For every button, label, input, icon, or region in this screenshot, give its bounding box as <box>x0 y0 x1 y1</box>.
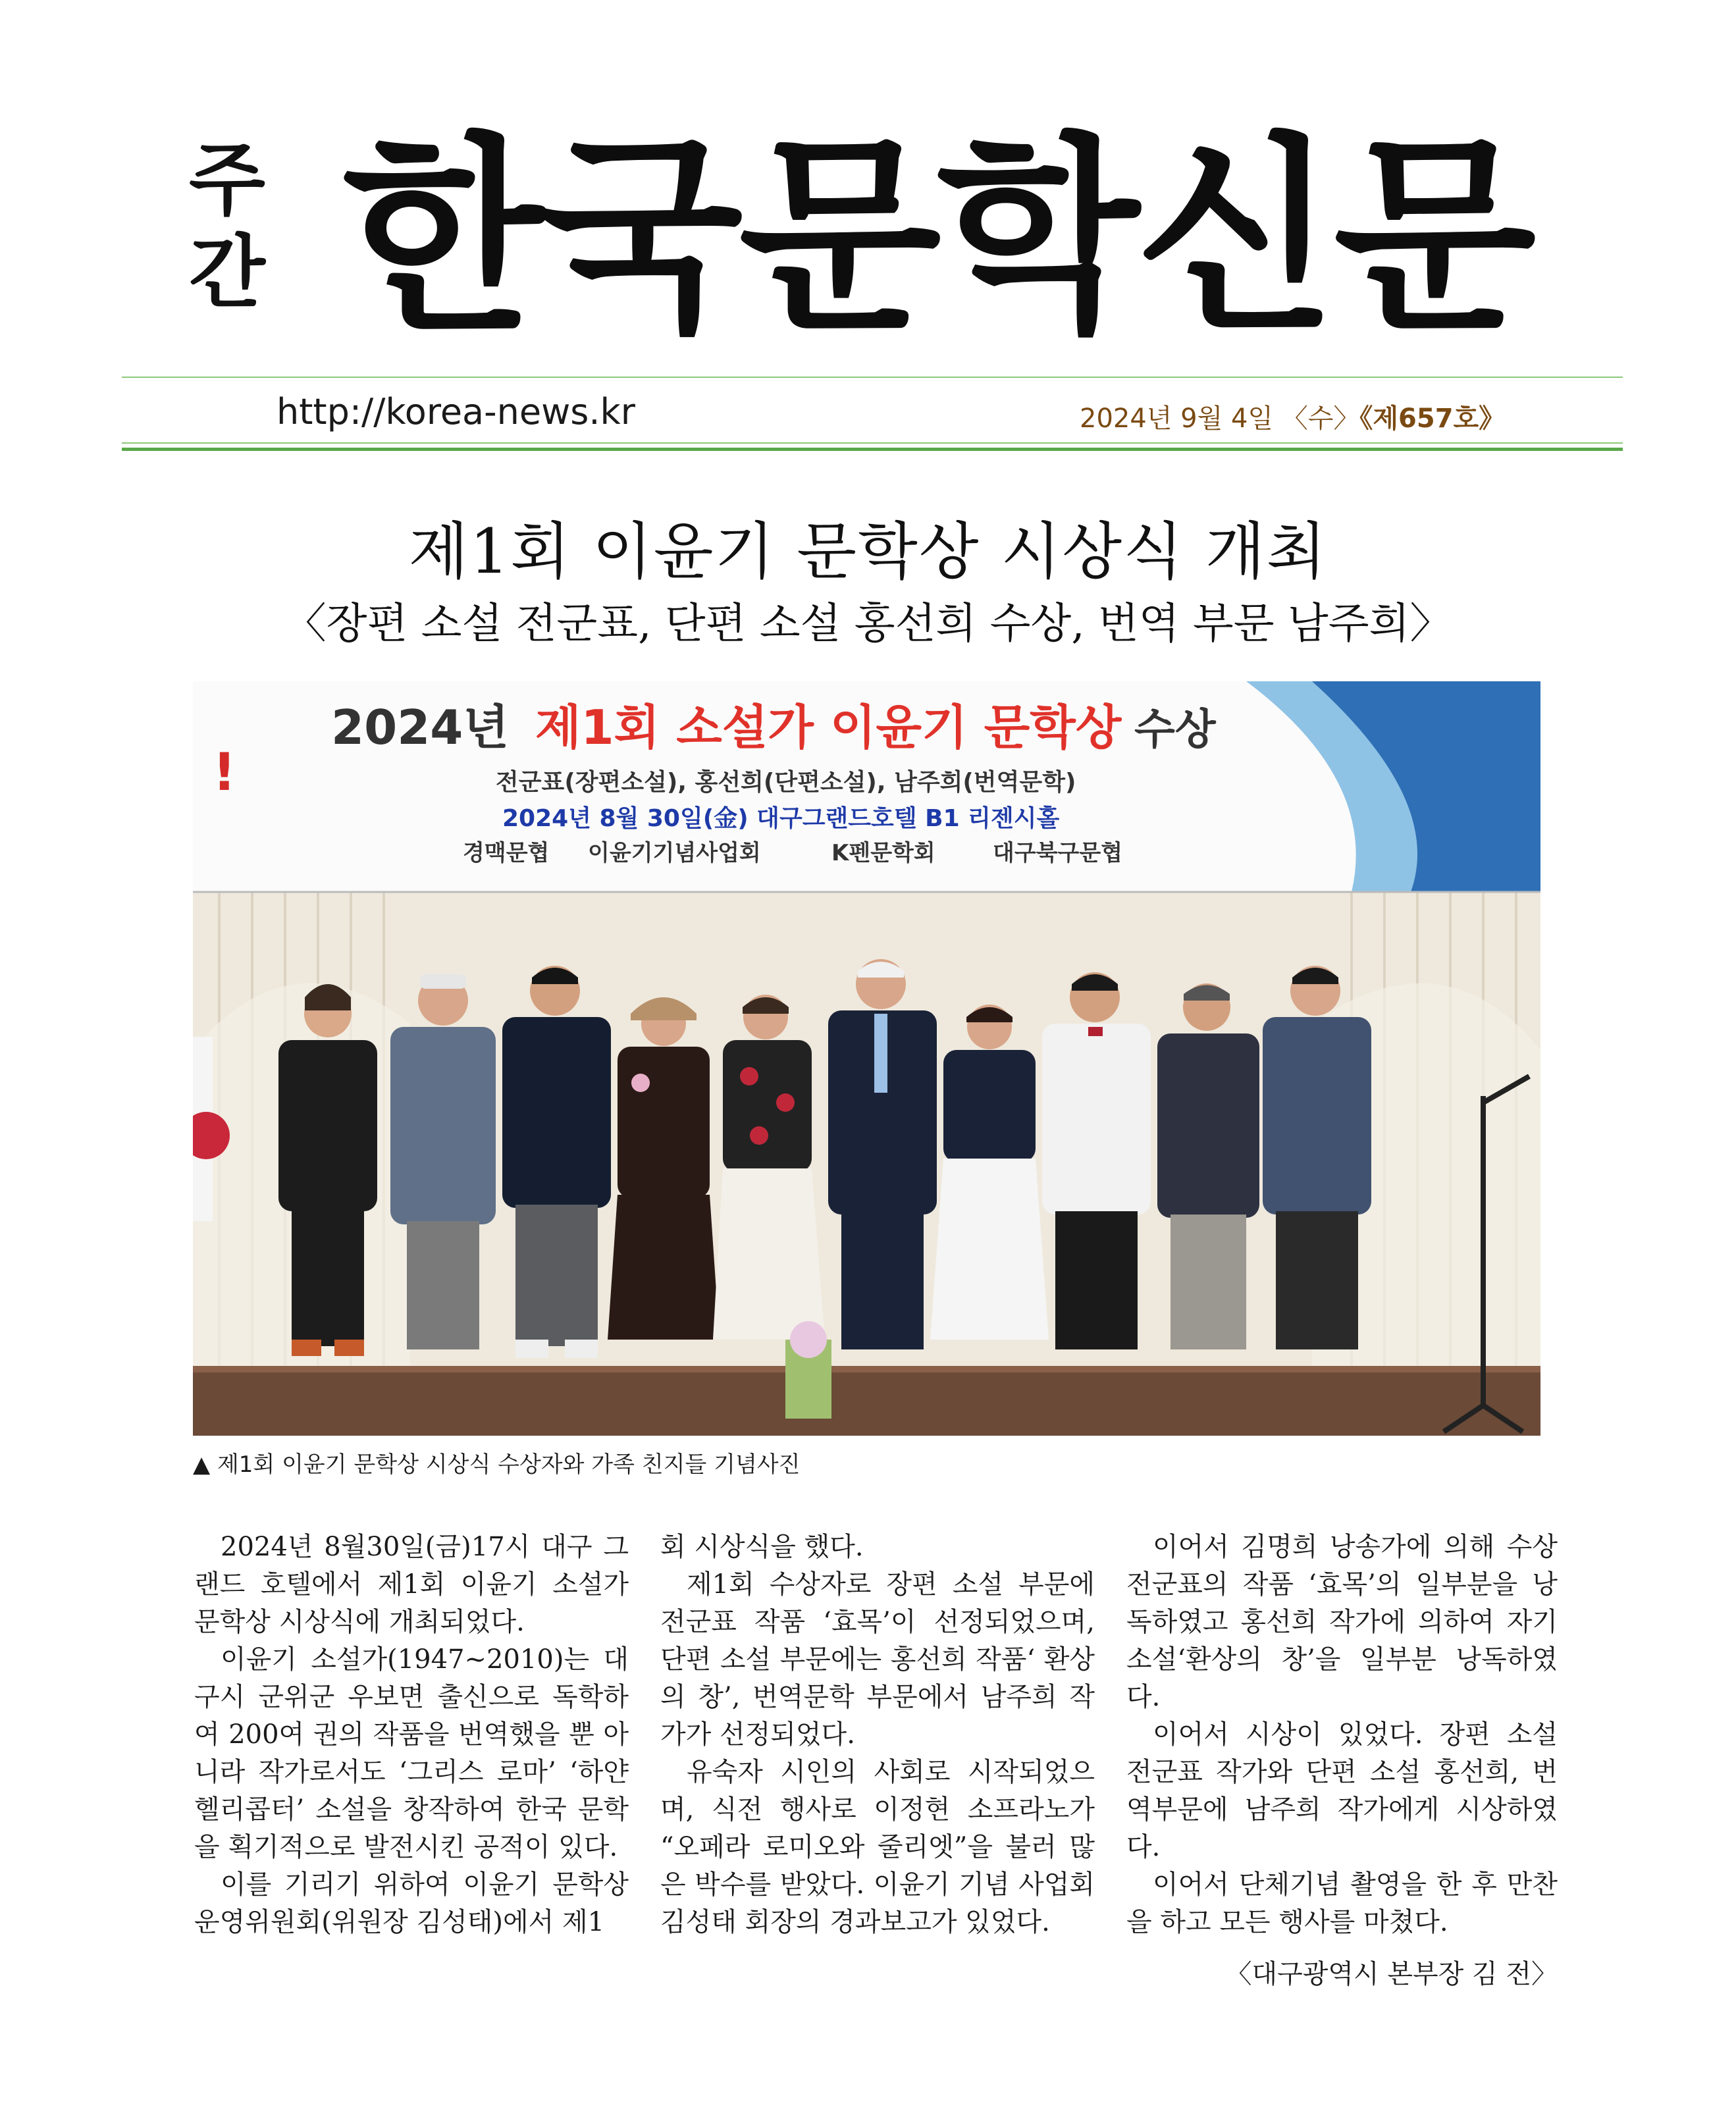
person-3 <box>502 966 611 1358</box>
person-7 <box>930 1005 1049 1340</box>
weekly-char-bottom: 간 <box>189 227 265 319</box>
issue-date <box>1080 398 1505 435</box>
person-10 <box>1263 966 1371 1349</box>
person-8 <box>1042 972 1151 1349</box>
banner-org-3: K펜문학회 <box>831 840 935 866</box>
article-column-3 <box>1126 1529 1558 1993</box>
banner-date: 2024년 8월 30일(金) 대구그랜드호텔 B1 리젠시홀 <box>502 805 1060 832</box>
issue-number: 《제657호》 <box>1359 404 1506 434</box>
banner-org-1: 경맥문협 <box>463 840 550 866</box>
article-headline: 제1회 이윤기 문학상 시상식 개최 <box>408 516 1328 588</box>
masthead-weekly-label <box>178 135 276 319</box>
col3-paragraph-1: 이어서 김명희 낭송가에 의해 수상 전군표의 작품 ‘효목’의 일부분을 낭독하였고 홍선희 작가에 의하여 자기 소설‘환상의 창’을 일부분 낭독하였다. <box>1126 1532 1558 1712</box>
banner-title: 제1회 소설가 이윤기 문학상 <box>535 700 1122 755</box>
masthead-rule-1 <box>122 442 1623 444</box>
article-column-2 <box>660 1529 1095 1941</box>
banner-org-4: 대구북구문협 <box>993 840 1123 866</box>
masthead-top-rule <box>122 377 1623 378</box>
person-5 <box>713 995 825 1340</box>
article-column-1 <box>194 1529 629 1941</box>
person-9 <box>1157 983 1259 1349</box>
event-photo <box>193 681 1540 1436</box>
col3-paragraph-3: 이어서 단체기념 촬영을 한 후 만찬을 하고 모든 행사를 마쳤다. <box>1126 1869 1558 1937</box>
article-subhead: 〈장편 소설 전군표, 단편 소설 홍선희 수상, 번역 부문 남주희〉 <box>284 600 1452 648</box>
banner-mark: ! <box>213 743 236 802</box>
col2-paragraph-3: 유숙자 시인의 사회로 시작되었으며, 식전 행사로 이정현 소프라노가 “오페라 로미오와 줄리엣”을 불러 많은 박수를 받았다. 이윤기 기념 사업회 김성태 회장의 경과보고가 있었다. <box>660 1757 1095 1937</box>
weekly-char-top: 주 <box>189 135 265 226</box>
col1-paragraph-1: 2024년 8월30일(금)17시 대구 그랜드 호텔에서 제1회 이윤기 소설가 문학상 시상식에 개최되었다. <box>194 1532 629 1637</box>
col3-paragraph-2: 이어서 시상이 있었다. 장편 소설 전군표 작가와 단편 소설 홍선희, 번역부문에 남주희 작가에게 시상하였다. <box>1126 1719 1558 1862</box>
person-6 <box>828 959 937 1349</box>
banner-org-2: 이윤기기념사업회 <box>588 840 761 866</box>
publication-date: 2024년 9월 4일 〈수〉 <box>1080 404 1360 434</box>
col1-paragraph-3: 이를 기리기 위하여 이윤기 문학상 운영위원회(위원장 김성태)에서 제1 <box>194 1869 629 1937</box>
banner-year: 2024년 <box>331 700 509 755</box>
person-4 <box>608 997 720 1340</box>
article-byline: 〈대구광역시 본부장 김 전〉 <box>1225 1959 1558 1989</box>
newspaper-title: 한국문학신문 <box>342 115 1533 359</box>
col1-paragraph-2: 이윤기 소설가(1947~2010)는 대구시 군위군 우보면 출신으로 독학하여 200여 권의 작품을 번역했을 뿐 아니라 작가로서도 ‘그리스 로마’ ‘하얀 헬리콥터’ 소설을 창작하여 한국 문학을 획기적으로 발전시킨 공적이 있다. <box>194 1644 629 1862</box>
masthead-rule-2 <box>122 448 1623 451</box>
col2-paragraph-2: 제1회 수상자로 장편 소설 부문에 전군표 작품 ‘효목’이 선정되었으며, 단편 소설 부문에는 홍선희 작품‘ 환상의 창’, 번역문학 부문에서 남주희 작가가 선정되었다. <box>660 1569 1095 1750</box>
col2-paragraph-1: 회 시상식을 했다. <box>660 1532 864 1562</box>
banner-winners: 전군표(장편소설), 홍선희(단편소설), 남주희(번역문학) <box>496 769 1076 796</box>
banner-award: 수상 <box>1134 706 1216 754</box>
photo-caption: ▲ 제1회 이윤기 문학상 시상식 수상자와 가족 친지들 기념사진 <box>193 1451 801 1478</box>
site-url[interactable]: http://korea-news.kr <box>276 391 636 432</box>
